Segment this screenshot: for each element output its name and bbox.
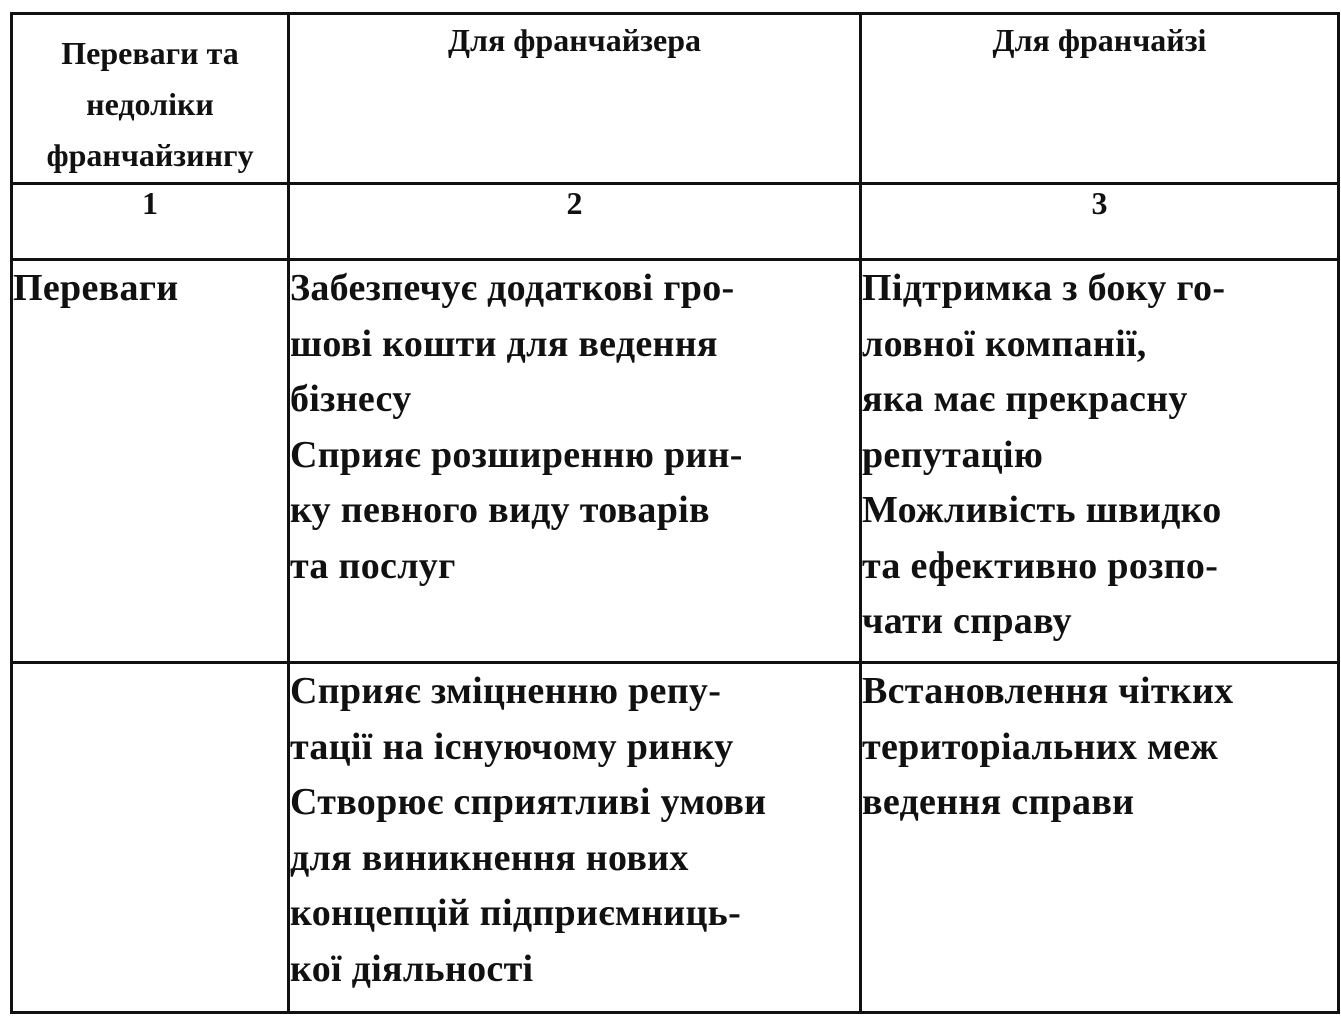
column-number-1: 1 — [12, 184, 289, 260]
franchisor-cell: Забезпечує додаткові гро- шові кошти для ведення бізнесу Сприяє розширенню рин- ку певного виду товарів та послуг — [289, 260, 861, 663]
header-row — [12, 14, 1339, 184]
franchisee-cell: Підтримка з боку го- ловної компанії, яка має прекрасну репутацію Можливість швидко та ефективно розпо- чати справу — [861, 260, 1339, 663]
header-for-franchisor: Для франчайзера — [289, 14, 861, 184]
column-number-2: 2 — [289, 184, 861, 260]
column-number-3: 3 — [861, 184, 1339, 260]
header-for-franchisee: Для франчайзі — [861, 14, 1339, 184]
table-row — [12, 663, 1339, 1013]
row-category — [12, 663, 289, 1013]
franchising-table — [10, 12, 1340, 1014]
row-category: Переваги — [12, 260, 289, 663]
table-row — [12, 260, 1339, 663]
franchisee-cell: Встановлення чітких територіальних меж ведення справи — [861, 663, 1339, 1013]
header-advantages-disadvantages: Переваги та недоліки франчайзингу — [12, 14, 289, 184]
franchisor-cell: Сприяє зміцненню репу- тації на існуючому ринку Створює сприятливі умови для виникнення нових концепцій підприємниць- кої діяльності — [289, 663, 861, 1013]
column-numbers-row — [12, 184, 1339, 260]
